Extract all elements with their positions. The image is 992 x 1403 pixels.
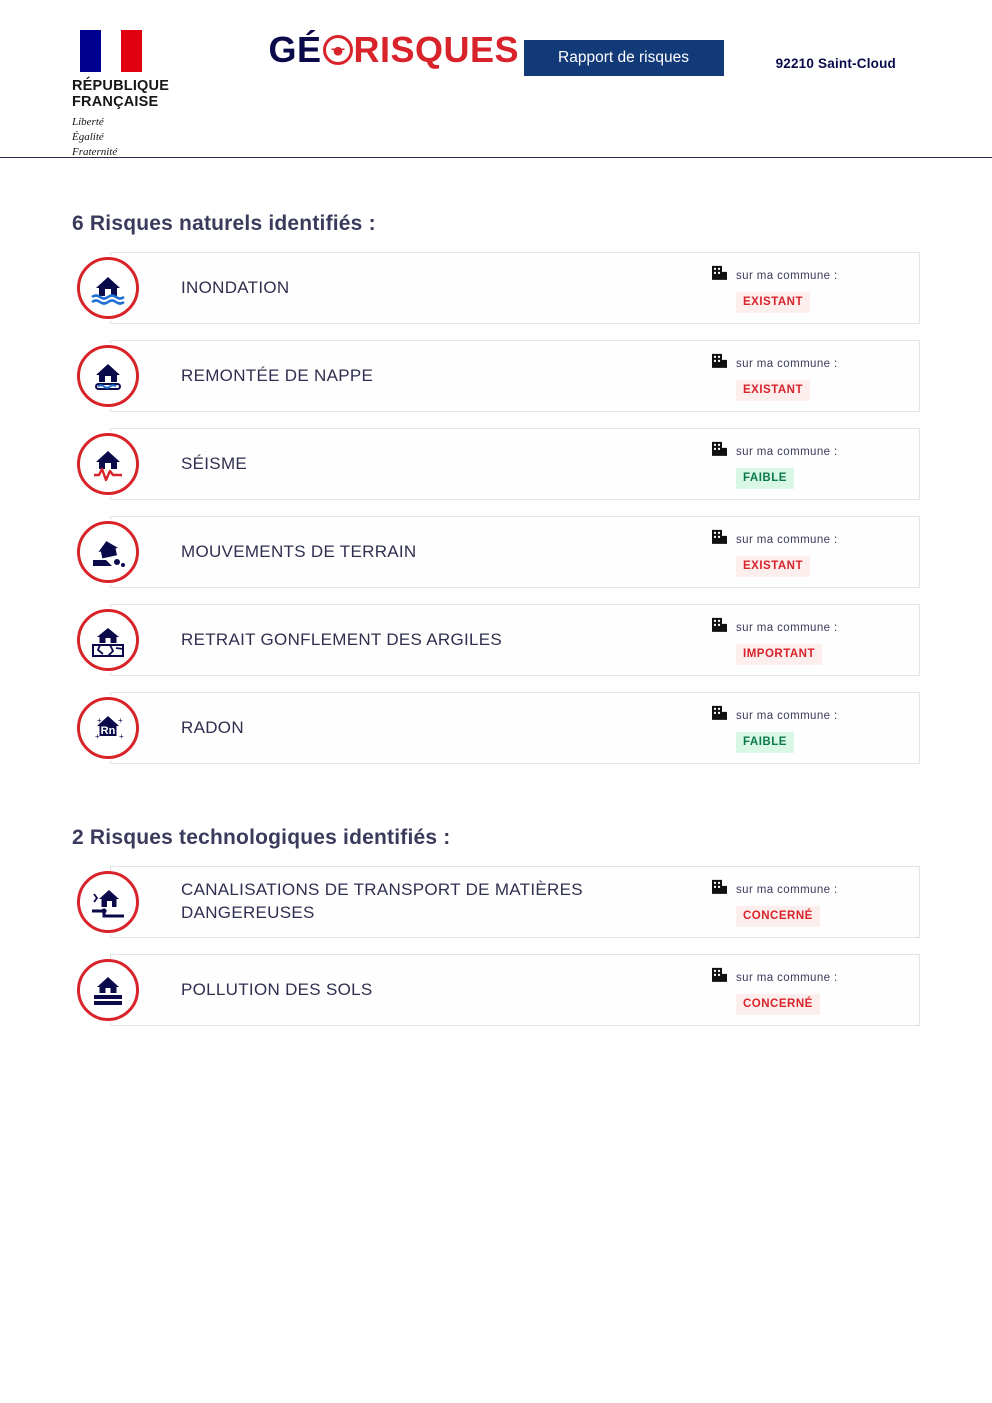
republique-label xyxy=(72,78,262,110)
risk-label: RADON xyxy=(181,717,244,737)
status-text xyxy=(736,439,838,489)
groundwater-icon xyxy=(77,345,139,407)
status-badge: EXISTANT xyxy=(736,292,810,313)
brand-title-part-2: RISQUES xyxy=(353,29,520,70)
commune-building-icon xyxy=(711,352,729,375)
status-scope: sur ma commune : xyxy=(736,883,838,896)
risk-status xyxy=(711,965,838,1015)
status-text xyxy=(736,877,838,927)
brand-title-part-1: GÉ xyxy=(268,29,322,70)
commune-building-icon xyxy=(711,704,729,727)
devise-line-1: Liberté xyxy=(72,116,104,129)
status-text xyxy=(736,703,838,753)
risk-label: CANALISATIONS DE TRANSPORT DE MATIÈRES DANGEREUSES xyxy=(181,880,583,922)
status-scope: sur ma commune : xyxy=(736,357,838,370)
report-content xyxy=(0,212,992,1026)
status-scope: sur ma commune : xyxy=(736,709,838,722)
risk-status xyxy=(711,615,838,665)
status-text xyxy=(736,615,838,665)
brand-title xyxy=(268,29,520,70)
risk-row xyxy=(110,516,920,588)
soil-pollution-icon xyxy=(77,959,139,1021)
status-badge: EXISTANT xyxy=(736,556,810,577)
svg-text:+: + xyxy=(95,732,100,741)
risk-label: REMONTÉE DE NAPPE xyxy=(181,365,374,385)
risk-row xyxy=(110,604,920,676)
risk-label: POLLUTION DES SOLS xyxy=(181,979,373,999)
risk-status xyxy=(711,527,838,577)
status-scope: sur ma commune : xyxy=(736,269,838,282)
clay-shrinkage-icon xyxy=(77,609,139,671)
status-scope: sur ma commune : xyxy=(736,445,838,458)
svg-text:+: + xyxy=(97,716,102,725)
commune-building-icon xyxy=(711,528,729,551)
commune-building-icon xyxy=(711,966,729,989)
status-badge: CONCERNÉ xyxy=(736,994,820,1015)
risk-row xyxy=(110,954,920,1026)
status-badge: CONCERNÉ xyxy=(736,906,820,927)
risk-row xyxy=(110,866,920,938)
devise-line-2: Égalité xyxy=(72,131,104,144)
risk-label: RETRAIT GONFLEMENT DES ARGILES xyxy=(181,629,503,649)
report-type-badge: Rapport de risques xyxy=(524,40,724,76)
status-scope: sur ma commune : xyxy=(736,533,838,546)
commune-label: 92210 Saint-Cloud xyxy=(775,56,896,71)
status-badge: EXISTANT xyxy=(736,380,810,401)
risk-row xyxy=(110,252,920,324)
status-badge: FAIBLE xyxy=(736,732,794,753)
commune-building-icon xyxy=(711,440,729,463)
status-scope: sur ma commune : xyxy=(736,621,838,634)
pipeline-icon xyxy=(77,871,139,933)
risk-row xyxy=(95,692,920,764)
risk-status xyxy=(711,439,838,489)
commune-building-icon xyxy=(711,264,729,287)
devise-line-3: Fraternité xyxy=(72,146,118,159)
republique-line-2: FRANÇAISE xyxy=(72,94,159,111)
risk-status xyxy=(711,877,838,927)
risk-label: INONDATION xyxy=(181,277,290,297)
svg-text:Rn: Rn xyxy=(100,725,116,737)
status-text xyxy=(736,527,838,577)
risk-status xyxy=(711,351,838,401)
status-text xyxy=(736,351,838,401)
status-badge: FAIBLE xyxy=(736,468,794,489)
svg-text:+: + xyxy=(118,716,123,725)
flood-icon xyxy=(77,257,139,319)
svg-text:+: + xyxy=(119,732,124,741)
page-header xyxy=(0,0,992,158)
risk-label: MOUVEMENTS DE TERRAIN xyxy=(181,541,417,561)
section-title-natural-risks: 6 Risques naturels identifiés : xyxy=(72,212,376,235)
commune-building-icon xyxy=(711,878,729,901)
section-title-technological-risks: 2 Risques technologiques identifiés : xyxy=(72,826,451,849)
status-text xyxy=(736,965,838,1015)
landslide-icon xyxy=(77,521,139,583)
risk-row xyxy=(110,340,920,412)
status-text xyxy=(736,263,838,313)
risk-status xyxy=(711,703,838,753)
technological-risk-list xyxy=(110,866,920,1026)
republique-line-1: RÉPUBLIQUE xyxy=(72,78,170,94)
radon-icon xyxy=(77,697,139,759)
status-badge: IMPORTANT xyxy=(736,644,822,665)
earthquake-icon xyxy=(77,433,139,495)
status-scope: sur ma commune : xyxy=(736,971,838,984)
risk-row xyxy=(110,428,920,500)
risk-status xyxy=(711,263,838,313)
natural-risk-list xyxy=(95,252,920,764)
georisques-logo-icon xyxy=(323,35,353,65)
commune-building-icon xyxy=(711,616,729,639)
devise-label xyxy=(72,115,262,160)
risk-label: SÉISME xyxy=(181,453,248,473)
